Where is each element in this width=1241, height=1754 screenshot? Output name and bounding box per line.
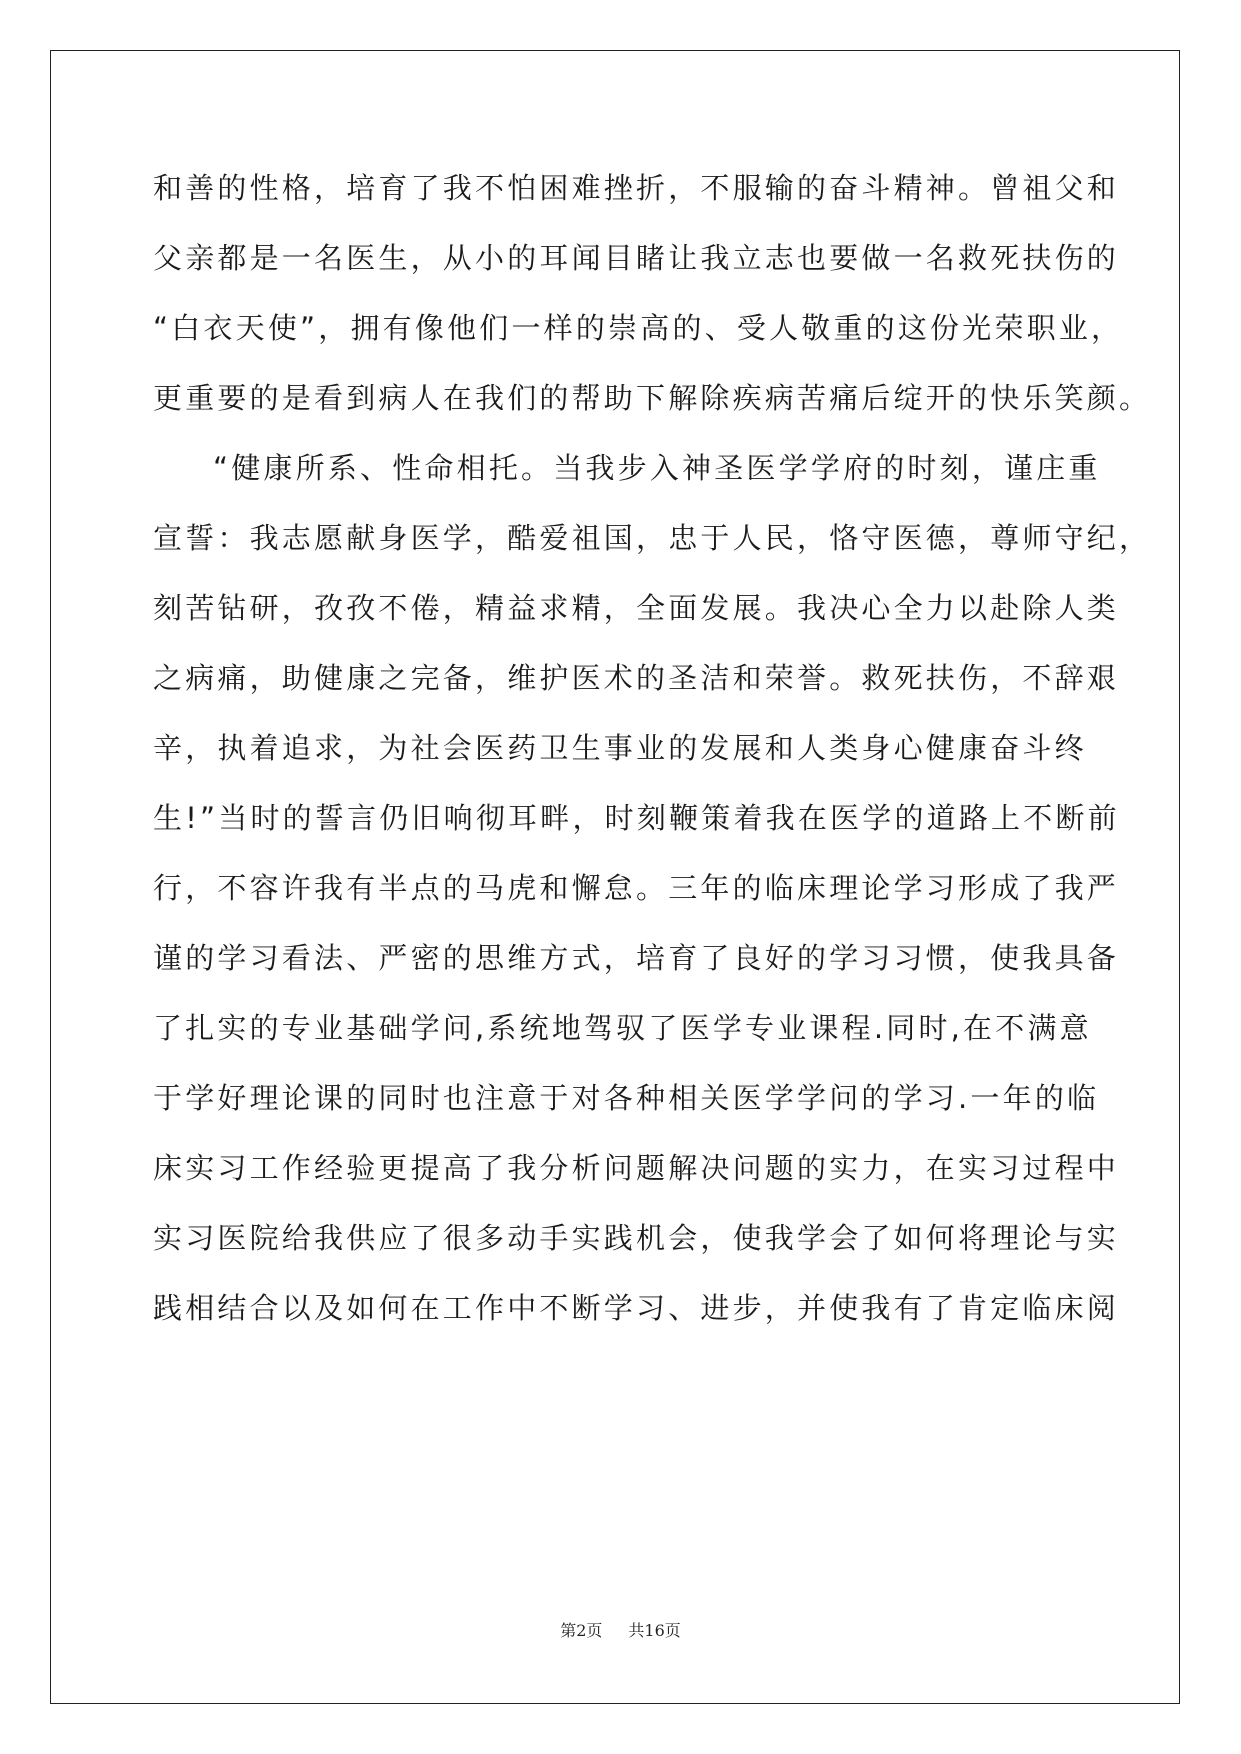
text-line: 宣誓：我志愿献身医学，酷爱祖国，忠于人民，恪守医德，尊师守纪， [153,521,1152,555]
text-line: 了扎实的专业基础学问,系统地驾驭了医学专业课程.同时,在不满意 [153,1011,1092,1045]
text-line: 辛，执着追求，为社会医药卫生事业的发展和人类身心健康奋斗终 [153,731,1087,765]
text-line: 行，不容许我有半点的马虎和懈怠。三年的临床理论学习形成了我严 [153,871,1120,905]
page-total: 共16页 [628,1621,681,1640]
page-number: 第2页 [560,1621,603,1640]
text-line: 实习医院给我供应了很多动手实践机会，使我学会了如何将理论与实 [153,1221,1120,1255]
text-line: 之病痛，助健康之完备，维护医术的圣洁和荣誉。救死扶伤，不辞艰 [153,661,1120,695]
text-line: 谨的学习看法、严密的思维方式，培育了良好的学习习惯，使我具备 [153,941,1120,975]
text-line-paragraph-start: “健康所系、性命相托。当我步入神圣医学学府的时刻，谨庄重 [213,451,1101,485]
text-line: 父亲都是一名医生，从小的耳闻目睹让我立志也要做一名救死扶伤的 [153,241,1120,275]
document-body [153,160,1152,1350]
text-line: “白衣天使”，拥有像他们一样的崇高的、受人敬重的这份光荣职业， [153,311,1124,345]
text-line: 床实习工作经验更提高了我分析问题解决问题的实力，在实习过程中 [153,1151,1120,1185]
text-line: 于学好理论课的同时也注意于对各种相关医学学问的学习.一年的临 [153,1081,1100,1115]
text-line: 践相结合以及如何在工作中不断学习、进步，并使我有了肯定临床阅 [153,1291,1120,1325]
page-footer [0,1618,1241,1641]
text-line: 刻苦钻研，孜孜不倦，精益求精，全面发展。我决心全力以赴除人类 [153,591,1120,625]
text-line: 和善的性格，培育了我不怕困难挫折，不服输的奋斗精神。曾祖父和 [153,171,1120,205]
text-line: 生!”当时的誓言仍旧响彻耳畔，时刻鞭策着我在医学的道路上不断前 [153,801,1120,835]
text-line: 更重要的是看到病人在我们的帮助下解除疾病苦痛后绽开的快乐笑颜。 [153,381,1152,415]
